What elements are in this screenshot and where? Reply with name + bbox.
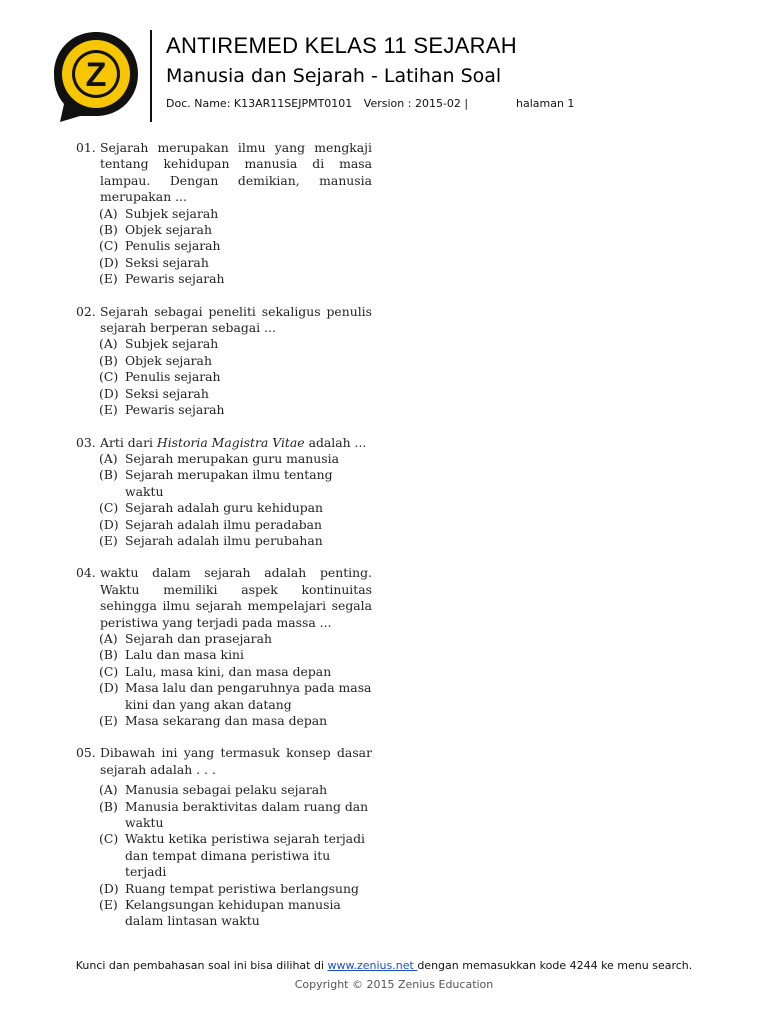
footer-note <box>0 959 768 972</box>
option-letter: (C) <box>99 663 119 679</box>
option-e <box>76 713 372 729</box>
question-number: 05. <box>76 745 96 761</box>
option-letter: (C) <box>99 238 119 254</box>
option-letter: (B) <box>99 467 118 483</box>
option-text: Subjek sejarah <box>125 336 219 352</box>
option-text: Seksi sejarah <box>125 385 209 401</box>
option-letter: (B) <box>99 352 118 368</box>
option-letter: (A) <box>99 205 118 221</box>
logo-letter: Z <box>85 56 107 94</box>
option-text: Subjek sejarah <box>125 205 219 221</box>
option-letter: (E) <box>99 402 118 418</box>
option-c <box>76 831 372 880</box>
option-c <box>76 664 372 680</box>
doc-name: Doc. Name: K13AR11SEJPMT0101 <box>166 97 353 110</box>
option-text: Sejarah adalah guru kehidupan <box>125 500 324 516</box>
option-e <box>76 897 372 930</box>
page-number: halaman 1 <box>516 97 575 110</box>
question-text: Dibawah ini yang termasuk konsep dasar sejarah adalah . . . <box>100 745 372 777</box>
doc-meta <box>166 97 476 110</box>
question-number: 03. <box>76 434 96 450</box>
question-number: 01. <box>76 140 96 155</box>
option-d <box>76 680 372 713</box>
option-c <box>76 238 372 254</box>
option-text: Objek sejarah <box>125 222 212 238</box>
option-e <box>76 533 372 549</box>
question-list <box>76 140 372 946</box>
option-b <box>76 467 372 500</box>
option-c <box>76 369 372 385</box>
option-letter: (E) <box>99 271 118 287</box>
option-letter: (E) <box>99 713 118 728</box>
option-letter: (D) <box>99 254 119 270</box>
question-text: Sejarah merupakan ilmu yang mengkaji tentang kehidupan manusia di masa lampau. Dengan demikian, manusia merupakan ... <box>100 140 372 205</box>
option-a <box>76 782 372 798</box>
footer-note-before: Kunci dan pembahasan soal ini bisa dilihat di <box>75 959 328 972</box>
option-letter: (C) <box>99 500 119 516</box>
question-5 <box>76 745 372 929</box>
footer-note-after: dengan memasukkan kode 4244 ke menu search. <box>417 959 693 972</box>
question-text: waktu dalam sejarah adalah penting. Waktu memiliki aspek kontinuitas sehingga ilmu sejarah mempelajari segala peristiwa yang terjadi pada massa ... <box>100 565 372 630</box>
option-b <box>76 799 372 832</box>
option-e <box>76 271 372 287</box>
option-letter: (E) <box>99 532 118 548</box>
option-d <box>76 255 372 271</box>
option-text: Manusia beraktivitas dalam ruang dan waktu <box>125 798 369 831</box>
option-text: Seksi sejarah <box>125 254 209 270</box>
question-text: Sejarah sebagai peneliti sekaligus penulis sejarah berperan sebagai ... <box>100 303 372 336</box>
option-letter: (A) <box>99 450 118 466</box>
option-letter: (D) <box>99 385 119 401</box>
option-a <box>76 206 372 222</box>
option-text: Sejarah merupakan guru manusia <box>125 450 339 466</box>
option-text: Lalu dan masa kini <box>125 647 244 663</box>
option-text: Manusia sebagai pelaku sejarah <box>125 782 328 798</box>
doc-version: Version : 2015-02 | <box>363 97 469 110</box>
question-text <box>100 435 372 451</box>
option-text: Sejarah adalah ilmu perubahan <box>125 532 323 548</box>
stem-italic-phrase: Historia Magistra Vitae <box>156 434 305 450</box>
question-3 <box>76 435 372 550</box>
option-letter: (D) <box>99 680 119 696</box>
option-b <box>76 353 372 369</box>
option-a <box>76 631 372 647</box>
option-c <box>76 500 372 516</box>
option-text: Ruang tempat peristiwa berlangsung <box>125 880 359 896</box>
option-letter: (B) <box>99 647 118 663</box>
option-letter: (A) <box>99 630 118 646</box>
page-subtitle: Manusia dan Sejarah - Latihan Soal <box>166 65 502 87</box>
question-stem <box>76 745 372 778</box>
question-number: 04. <box>76 565 96 581</box>
option-letter: (A) <box>99 336 118 352</box>
option-d <box>76 517 372 533</box>
option-a <box>76 451 372 467</box>
option-letter: (C) <box>99 369 119 385</box>
stem-suffix: adalah ... <box>304 434 367 450</box>
zenius-logo <box>52 30 140 122</box>
option-d <box>76 881 372 897</box>
option-text: Penulis sejarah <box>125 369 221 385</box>
option-text: Sejarah dan prasejarah <box>125 630 272 646</box>
page-title: ANTIREMED KELAS 11 SEJARAH <box>166 33 517 58</box>
option-text: Masa lalu dan pengaruhnya pada masa kini dan yang akan datang <box>125 680 372 712</box>
option-letter: (C) <box>99 831 119 847</box>
option-text: Sejarah adalah ilmu peradaban <box>125 516 323 532</box>
option-e <box>76 402 372 418</box>
option-d <box>76 386 372 402</box>
option-text: Waktu ketika peristiwa sejarah terjadi dan tempat dimana peristiwa itu terjadi <box>125 831 365 880</box>
option-b <box>76 647 372 663</box>
option-letter: (B) <box>99 798 118 814</box>
question-stem <box>76 565 372 631</box>
header-divider <box>150 30 152 122</box>
option-a <box>76 336 372 352</box>
copyright-text: Copyright © 2015 Zenius Education <box>294 978 494 991</box>
option-text: Pewaris sejarah <box>125 402 225 418</box>
option-text: Lalu, masa kini, dan masa depan <box>125 663 332 679</box>
question-4 <box>76 565 372 729</box>
option-b <box>76 222 372 238</box>
option-letter: (D) <box>99 880 119 896</box>
option-text: Masa sekarang dan masa depan <box>125 713 328 728</box>
question-2 <box>76 304 372 419</box>
question-number: 02. <box>76 303 96 319</box>
question-1 <box>76 140 372 288</box>
option-text: Sejarah merupakan ilmu tentang waktu <box>125 467 333 499</box>
option-letter: (E) <box>99 897 118 913</box>
option-text: Pewaris sejarah <box>125 271 225 287</box>
question-stem <box>76 304 372 337</box>
zenius-logo-icon <box>52 30 140 122</box>
zenius-link[interactable]: www.zenius.net <box>327 959 418 972</box>
option-letter: (A) <box>99 782 118 798</box>
option-text: Kelangsungan kehidupan manusia dalam lintasan waktu <box>125 897 341 929</box>
stem-prefix: Arti dari <box>100 434 157 450</box>
question-stem <box>76 435 372 451</box>
option-text: Objek sejarah <box>125 352 212 368</box>
option-letter: (D) <box>99 516 119 532</box>
question-stem <box>76 140 372 206</box>
option-letter: (B) <box>99 222 118 238</box>
option-text: Penulis sejarah <box>125 238 221 254</box>
